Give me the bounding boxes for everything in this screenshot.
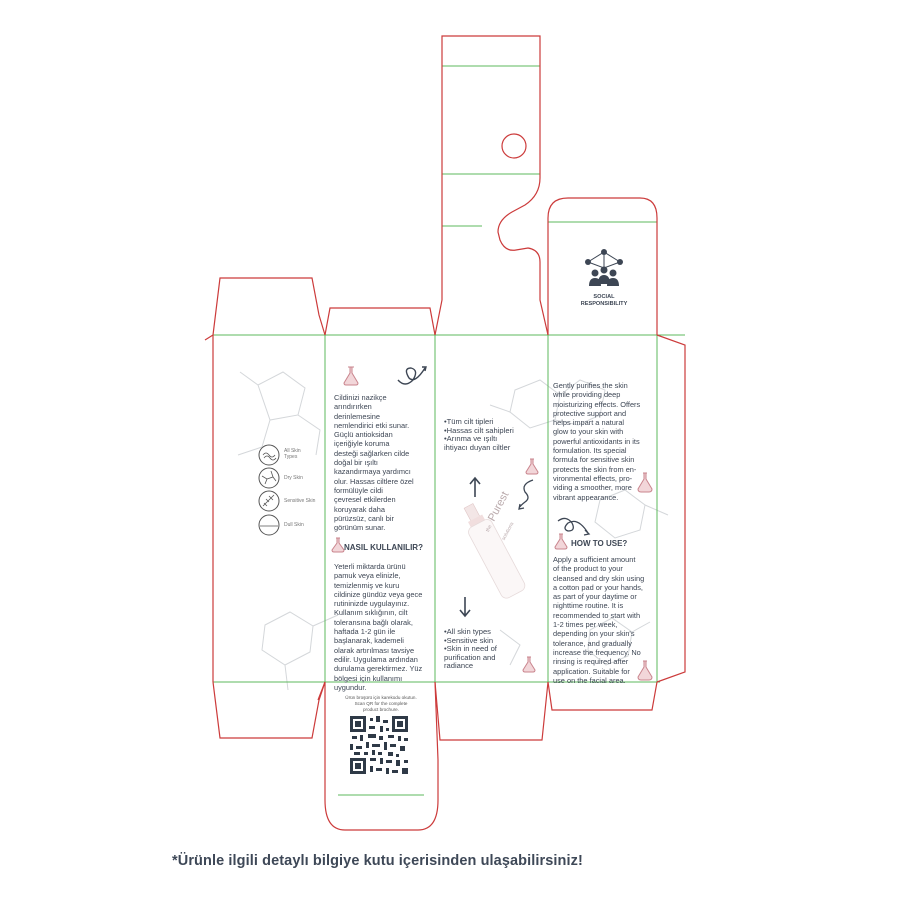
front-tr-list: •Tüm cilt tipleri •Hassas cilt sahipleri •Arınma ve ışıltı ihtiyacı duyan ciltler bbox=[444, 417, 514, 452]
turkish-how-to-text: Yeterli miktarda ürünü pamuk veya elinizle, temizlenmiş ve kuru cildinize gündüz veya gece rutininizde uygulayınız. Kullanım sıklığının, cilt toleransına bağlı olarak, haftada 1-2 gün ile başlanarak, kademeli olarak artırılması tavsiye edilir. Uygulama ardından durulama gerektirmez. Yüz bölgesi için kullanımı uygundur. bbox=[334, 562, 423, 692]
swirl-arrow-icon bbox=[517, 478, 537, 510]
people-network-icon bbox=[583, 248, 625, 288]
footer-note: *Ürünle ilgili detaylı bilgiye kutu içerisinden ulaşabilirsiniz! bbox=[172, 853, 583, 869]
flask-icon bbox=[340, 365, 362, 387]
turkish-description: Cildinizi nazikçe arındırırken derinlemesine nemlendirici etki sunar. Güçlü antioksidan içeriğiyle koruma desteği sağlarken cilde doğal bir ışıltı kazandırmaya yardımcı olur. Hassas ciltlere özel formülüyle cildi çevresel etkilerden koruyarak daha pürüzsüz, canlı bir görünüm sunar. bbox=[334, 393, 414, 533]
dull-skin-icon bbox=[258, 514, 280, 536]
qr-code[interactable] bbox=[350, 716, 408, 774]
flask-icon bbox=[636, 660, 654, 682]
flask-icon bbox=[636, 472, 654, 494]
qr-caption: Ürün broşürü için karekodu okutun. Scan QR for the complete product brochure. bbox=[345, 695, 417, 712]
social-responsibility-label: SOCIAL RESPONSIBILITY bbox=[580, 294, 628, 307]
brand-small: the bbox=[484, 524, 494, 534]
sensitive-skin-icon bbox=[258, 490, 280, 512]
turkish-how-to-title: NASIL KULLANILIR? bbox=[344, 543, 423, 552]
left-side-panel bbox=[220, 360, 320, 660]
brand-sub: solutions bbox=[500, 521, 516, 542]
brand-name: Purest bbox=[485, 489, 512, 524]
all-skin-icon bbox=[258, 444, 280, 466]
flask-icon bbox=[553, 533, 569, 551]
front-en-list: •All skin types •Sensitive skin •Skin in need of purification and radiance bbox=[444, 627, 497, 671]
dry-skin-icon bbox=[258, 467, 280, 489]
skin-type-label: All Skin Types bbox=[284, 448, 301, 460]
english-how-to-title: HOW TO USE? bbox=[571, 539, 628, 548]
skin-type-label: Sensitive Skin bbox=[284, 498, 316, 504]
skin-type-label: Dry Skin bbox=[284, 475, 303, 481]
flask-icon bbox=[524, 458, 540, 476]
english-description: Gently purifies the skin while providing deep moisturizing effects. Offers protective support and helps impart a natural glow to your skin with powerful antioxidants in its formulation. Its special formula for sensitive skin protects the skin from en- vironmental effects, pro- viding a smoother, more vibrant appearance. bbox=[553, 381, 641, 502]
skin-type-label: Dull Skin bbox=[284, 522, 304, 528]
swirl-arrow-icon bbox=[395, 362, 429, 390]
flask-icon bbox=[521, 656, 537, 674]
english-how-to-text: Apply a sufficient amount of the product to your cleansed and dry skin using a cotton pad or your hands, as part of your daytime or nighttime routine. It is recommended to start with 1-2 times per week, depending on your skin's tolerance, and gradually increase the frequency. No rinsing is required after application. Suitable for use on the facial area. bbox=[553, 555, 645, 685]
